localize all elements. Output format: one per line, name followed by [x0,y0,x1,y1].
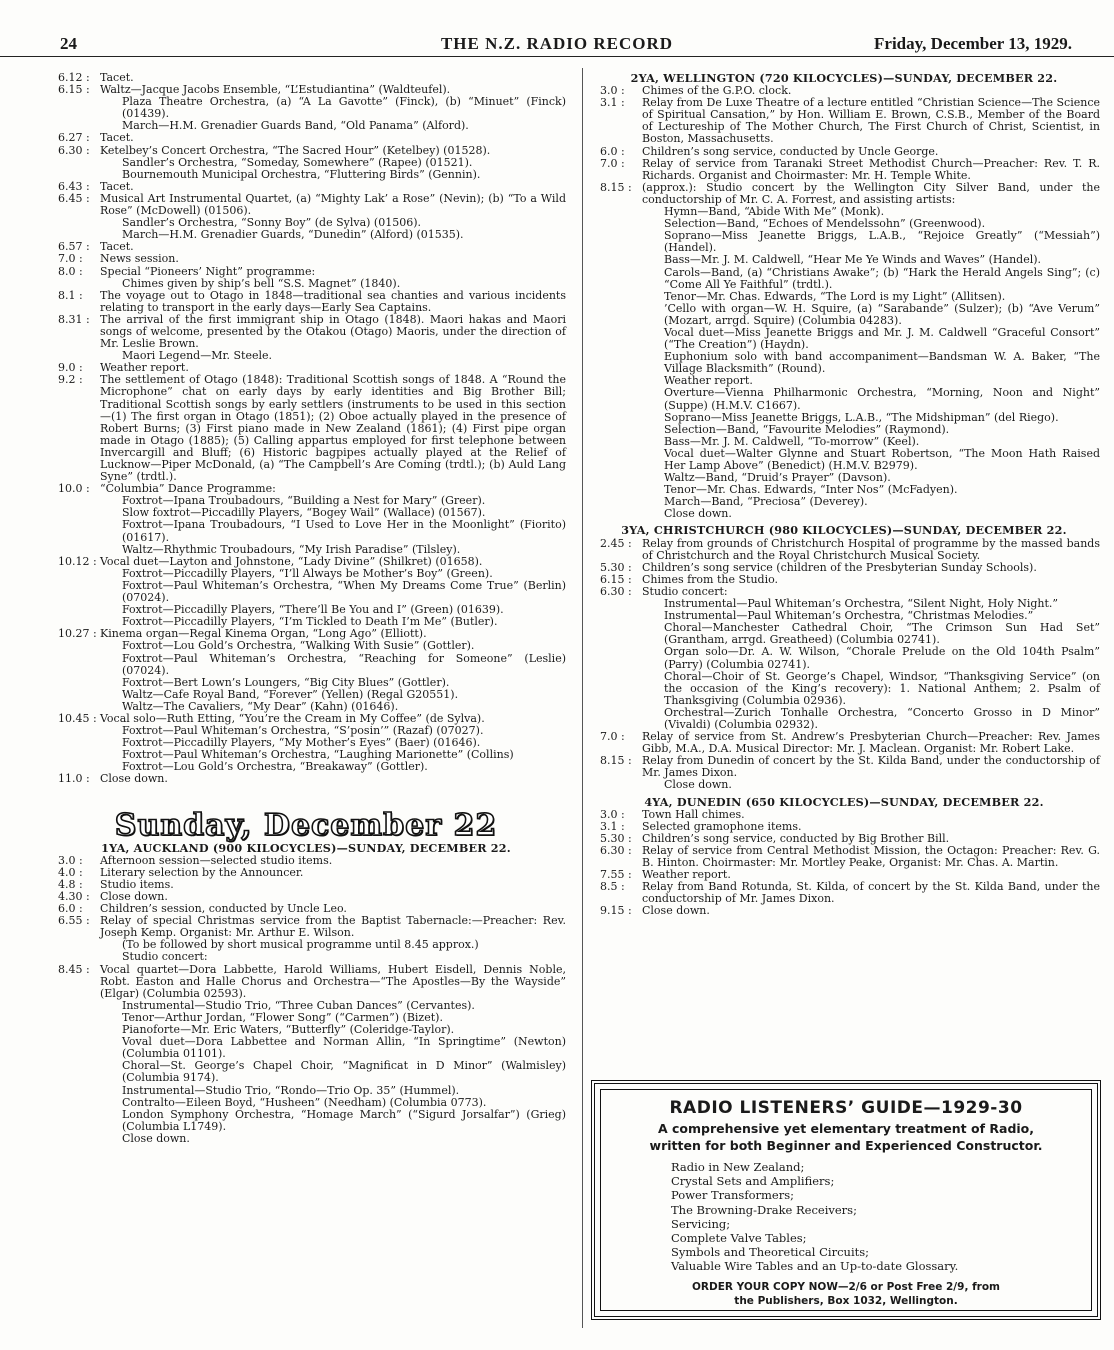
entry-time: 5.30 : [600,560,632,574]
ad-subtitle-1: A comprehensive yet elementary treatment of Radio, [657,1121,1035,1136]
entry-text: Tenor—Mr. Chas. Edwards, “Inter Nos” (McFadyen). [664,483,958,497]
entry-text: Tenor—Mr. Chas. Edwards, “The Lord is my Light” (Allitsen). [664,289,1006,303]
entry-time: 4.30 : [58,890,90,903]
page-number: 24 [60,34,77,53]
entry-text: Studio items. [100,877,174,891]
entry-text: Vocal solo—Ruth Etting, “You’re the Cream in My Coffee” (de Sylva). [100,711,485,725]
entry-text: The settlement of Otago (1848): Traditional Scottish songs of 1848. A “Round the Microphone” chat on early days by early identities and Big Brother Bill; Traditional Scottish songs by early settlers (instruments to be used in this section—(1) The first organ in Otago (1851); (2) Oboe actually played in the presence of Robert Burns; (3) First piano made in New Zealand (1861); (4) First pipe organ made in Otago (1885); (5) Calling appartus employed for first telephone between Invercargill and Bluff; (6) Historic bagpipes actually played at the Relief of Lucknow—Piper McDonald, (a) “The Campbell’s Are Coming (trdtl.); (b) Auld Lang Syne” (trdtl.). [100,373,566,484]
entry-text: Overture—Vienna Philharmonic Orchestra, “Morning, Noon and Night” (Suppe) (H.M.V. C1667). [664,386,1100,412]
programme-entry [46,773,566,785]
station-heading-christchurch: 3YA, CHRISTCHURCH (980 KILOCYCLES)—SUNDAY, DECEMBER 22. [621,523,1067,538]
ad-list-item: Servicing; [671,1216,731,1231]
dunedin-evening-programme [46,72,566,786]
entry-time: 7.55 : [600,868,632,882]
entry-text: Waltz—Jacque Jacobs Ensemble, “L’Estudiantina” (Waldteufel). [100,83,451,97]
programme-entry [588,821,1100,833]
entry-time: 6.15 : [600,572,632,586]
programme-entry [588,881,1100,905]
entry-text: Bournemouth Municipal Orchestra, “Fluttering Birds” (Gennin). [122,167,481,181]
entry-text: Tacet. [100,71,134,84]
ad-subtitle-2: written for both Beginner and Experienced Constructor. [649,1138,1043,1153]
entry-time: 4.0 : [58,865,83,879]
entry-text: Selection—Band, “Echoes of Mendelssohn” (Greenwood). [664,217,986,231]
entry-time: 6.15 : [58,83,90,97]
entry-text: Plaza Theatre Orchestra, (a) “A La Gavotte” (Finck), (b) “Minuet” (Finck) (01439). [122,95,566,121]
entry-time: 6.30 : [58,143,90,157]
ad-list-item: Power Transformers; [671,1188,794,1203]
entry-text: Bass—Mr. J. M. Caldwell, “Hear Me Ye Winds and Waves” (Handel). [664,253,1042,267]
entry-text: Kinema organ—Regal Kinema Organ, “Long Ago” (Elliott). [100,627,427,641]
entry-text: Foxtrot—Ipana Troubadours, “I Used to Love Her in the Moonlight” (Fiorito) (01617). [122,518,566,544]
ad-title: RADIO LISTENERS’ GUIDE—1929-30 [669,1098,1023,1118]
entry-time: 6.0 : [600,144,625,158]
section-title: Sunday, December 22 [114,807,498,843]
column-divider [582,68,583,1328]
entry-time: 3.0 : [58,853,83,867]
entry-text: Close down. [122,1131,190,1145]
entry-text: News session. [100,252,179,266]
entry-time: 6.43 : [58,179,90,193]
entry-time: 8.15 : [600,754,632,768]
entry-text: Foxtrot—Paul Whiteman’s Orchestra, “S’posin’” (Razaf) (07027). [122,724,484,738]
programme-entry [46,374,566,483]
entry-text: Foxtrot—Paul Whiteman’s Orchestra, “Reaching for Someone” (Leslie) (07024). [122,651,566,677]
entry-text: Sandler’s Orchestra, “Sonny Boy” (de Sylva) (01506). [122,216,421,230]
entry-text: Close down. [664,778,732,792]
ad-list-item: The Browning-Drake Receivers; [671,1202,857,1217]
entry-time: 9.15 : [600,904,632,918]
entry-time: 9.2 : [58,373,83,387]
entry-text: Foxtrot—Lou Gold’s Orchestra, “Breakaway” (Gottler). [122,760,428,774]
programme-entry [46,84,566,132]
entry-text: ’Cello with organ—W. H. Squire, (a) “Sarabande” (Sulzer); (b) “Ave Verum” (Mozart, arrgd. Squire) (Columbia 04283). [664,301,1100,327]
programme-entry [46,713,566,773]
station-heading-wellington: 2YA, WELLINGTON (720 KILOCYCLES)—SUNDAY, DECEMBER 22. [630,71,1058,85]
entry-time: 7.0 : [600,730,625,744]
entry-time: 3.0 : [600,807,625,821]
programme-entry [46,193,566,241]
entry-text: March—H.M. Grenadier Guards Band, “Old Panama” (Alford). [122,119,469,133]
entry-text: Special “Pioneers’ Night” programme: [100,264,316,278]
programme-entry [46,915,566,963]
entry-text: Vocal quartet—Dora Labbette, Harold Williams, Hubert Eisdell, Dennis Noble, Robt. Easton and Halle Chorus and Orchestra—“The Apostles—By the Wayside” (Elgar) (Columbia 02593). [100,962,566,1000]
entry-text: Weather report. [642,868,731,882]
entry-text: Foxtrot—Piccadilly Players, “I’ll Always be Mother’s Boy” (Green). [122,566,493,580]
programme-entry [588,182,1100,521]
programme-entry [588,905,1100,917]
entry-text: Bass—Mr. J. M. Caldwell, “To-morrow” (Keel). [664,434,920,448]
entry-text: Children’s song service, conducted by Uncle George. [642,144,939,158]
entry-text: Children’s song service (children of the Presbyterian Sunday Schools). [642,560,1037,574]
station-heading-dunedin: 4YA, DUNEDIN (650 KILOCYCLES)—SUNDAY, DECEMBER 22. [644,794,1044,809]
programme-entry [588,158,1100,182]
entry-text: Waltz—Cafe Royal Band, “Forever” (Yellen) (Regal G20551). [122,687,459,701]
entry-time: 5.30 : [600,831,632,845]
wellington-programme [588,85,1100,520]
dunedin-programme [588,809,1100,918]
entry-time: 10.27 : [58,627,97,641]
ad-contents-list [671,1160,1091,1274]
advertisement-inner-border [600,1089,1092,1311]
entry-text: March—Band, “Preciosa” (Deverey). [664,495,868,509]
entry-text: Relay from De Luxe Theatre of a lecture entitled “Christian Science—The Science of Spiritual Cansation,” by Hon. William E. Brown, C.S.B., Member of the Board of Lectureship of The Mother Church, The First Church of Christ, Scientist, in Boston, Massachusetts. [642,96,1100,146]
entry-text: Chimes given by ship’s bell “S.S. Magnet” (1840). [122,276,401,290]
programme-entry [588,538,1100,562]
entry-time: 7.0 : [58,252,83,266]
entry-time: 6.12 : [58,71,90,84]
entry-text: Studio concert: [122,950,208,964]
entry-text: Close down. [100,890,168,903]
entry-time: 6.45 : [58,191,90,205]
entry-text: Foxtrot—Piccadilly Players, “My Mother’s Eyes” (Baer) (01646). [122,736,481,750]
ad-order-line-1: ORDER YOUR COPY NOW—2/6 or Post Free 2/9, from [692,1280,1000,1293]
entry-text: Relay of service from Taranaki Street Methodist Church—Preacher: Rev. T. R. Richards. Organist and Choirmaster: Mr. H. Temple White. [642,156,1100,182]
entry-text: Musical Art Instrumental Quartet, (a) “Mighty Lak’ a Rose” (Nevin); (b) “To a Wild Rose” (McDowell) (01506). [100,191,566,218]
programme-entry [588,809,1100,821]
ad-list-item: Complete Valve Tables; [671,1231,807,1246]
entry-text: Soprano—Miss Jeanette Briggs, L.A.B., “The Midshipman” (del Riego). [664,410,1059,424]
entry-time: 8.45 : [58,962,90,976]
entry-text: Ketelbey’s Concert Orchestra, “The Sacred Hour” (Ketelbey) (01528). [100,143,491,157]
entry-text: Choral—St. George’s Chapel Choir, “Magnificat in D Minor” (Walmisley) (Columbia 9174). [122,1059,566,1085]
programme-entry [588,586,1100,731]
entry-time: 2.45 : [600,536,632,550]
programme-entry [46,628,566,713]
entry-text: Relay from Dunedin of concert by the St. Kilda Band, under the conductorship of Mr. James Dixon. [642,754,1100,780]
entry-text: Relay of service from St. Andrew’s Presbyterian Church—Preacher: Rev. James Gibb, M.A., D.A. Musical Director: Mr. J. Maclean. Organist: Mr. Robert Lake. [642,730,1100,756]
programme-entry [588,731,1100,755]
entry-text: Instrumental—Paul Whiteman’s Orchestra, “Christmas Melodies.” [664,609,1034,623]
ad-list-item: Crystal Sets and Amplifiers; [671,1174,835,1189]
left-column [46,72,566,1145]
entry-text: Relay from Band Rotunda, St. Kilda, of concert by the St. Kilda Band, under the conductorship of Mr. James Dixon. [642,880,1100,906]
entry-text: Studio concert: [642,584,728,598]
entry-text: Instrumental—Studio Trio, “Rondo—Trio Op. 35” (Hummel). [122,1083,460,1097]
entry-text: Relay from grounds of Christchurch Hospital of programme by the massed bands of Christchurch and the Royal Christchurch Musical Society. [642,536,1100,562]
entry-text: Choral—Choir of St. George’s Chapel, Windsor, “Thanksgiving Service” (on the occasion of the King’s recovery): 1. National Anthem; 2. Psalm of Thanksgiving (Columbia 02936). [664,669,1100,707]
programme-entry [46,855,566,867]
entry-text: Relay of service from Central Methodist Mission, the Octagon: Preacher: Rev. G. B. Hinton. Choirmaster: Mr. Mortley Peake, Organist: Mr. Chas. A. Martin. [642,843,1100,869]
entry-text: Instrumental—Studio Trio, “Three Cuban Dances” (Cervantes). [122,998,475,1012]
entry-text: Soprano—Miss Jeanette Briggs, L.A.B., “Rejoice Greatly” (“Messiah”) (Handel). [664,229,1100,255]
entry-time: 8.31 : [58,312,90,326]
entry-text: Foxtrot—Lou Gold’s Orchestra, “Walking With Susie” (Gottler). [122,639,475,653]
entry-text: Hymn—Band, “Abide With Me” (Monk). [664,205,885,219]
entry-text: Chimes from the Studio. [642,572,779,586]
entry-time: 11.0 : [58,772,90,786]
entry-text: Children’s session, conducted by Uncle Leo. [100,902,347,916]
entry-text: Contralto—Eileen Boyd, “Husheen” (Needham) (Columbia 0773). [122,1095,487,1109]
entry-text: London Symphony Orchestra, “Homage March” (“Sigurd Jorsalfar”) (Grieg) (Columbia L1749). [122,1107,566,1133]
entry-text: (To be followed by short musical programme until 8.45 approx.) [122,938,479,952]
entry-text: Sandler’s Orchestra, “Someday, Somewhere” (Rapee) (01521). [122,155,473,169]
entry-time: 9.0 : [58,361,83,375]
entry-text: The arrival of the first immigrant ship in Otago (1848). Maori hakas and Maori songs of welcome, presented by the Otakou (Otago) Maoris, under the direction of Mr. Leslie Brown. [100,312,566,351]
entry-text: Relay of special Christmas service from the Baptist Tabernacle:—Preacher: Rev. Joseph Kemp. Organist: Mr. Arthur E. Wilson. [100,914,566,940]
publication-title: THE N.Z. RADIO RECORD [440,34,674,53]
entry-text: Foxtrot—Ipana Troubadours, “Building a Nest for Mary” (Greer). [122,494,486,508]
ad-order-line-2: the Publishers, Box 1032, Wellington. [734,1294,958,1307]
entry-text: Selection—Band, “Favourite Melodies” (Raymond). [664,422,950,436]
entry-text: Weather report. [100,361,189,375]
entry-time: 4.8 : [58,877,83,891]
entry-time: 8.15 : [600,180,632,194]
entry-time: 10.45 : [58,711,97,725]
entry-text: Maori Legend—Mr. Steele. [122,349,273,363]
entry-time: 3.1 : [600,819,625,833]
page-header [0,30,1114,57]
programme-entry [46,483,566,556]
advertisement-box [591,1080,1101,1320]
entry-text: Selected gramophone items. [642,819,802,833]
entry-time: 8.0 : [58,264,83,278]
programme-entry [588,755,1100,791]
entry-text: Vocal duet—Miss Jeanette Briggs and Mr. J. M. Caldwell “Graceful Consort” (“The Creation”) (Haydn). [664,325,1100,352]
entry-text: Orchestral—Zurich Tonhalle Orchestra, “Concerto Grosso in D Minor” (Vivaldi) (Columbia 02932). [664,705,1100,731]
entry-text: Carols—Band, (a) “Christians Awake”; (b) “Hark the Herald Angels Sing”; (c) “Come All Ye Faithful” (trdtl.). [664,265,1100,291]
programme-entry [588,146,1100,158]
entry-time: 7.0 : [600,156,625,170]
entry-time: 6.30 : [600,584,632,598]
entry-text: The voyage out to Otago in 1848—traditional sea chanties and various incidents relating to transport in the early days—Early Sea Captains. [100,288,566,314]
entry-text: Tenor—Arthur Jordan, “Flower Song” (“Carmen”) (Bizet). [122,1010,443,1024]
entry-text: Pianoforte—Mr. Eric Waters, “Butterfly” (Coleridge-Taylor). [122,1023,455,1037]
programme-entry [46,266,566,290]
entry-text: Tacet. [100,240,134,254]
ad-list-item: Valuable Wire Tables and an Up-to-date Glossary. [671,1259,959,1274]
entry-text: Town Hall chimes. [642,807,745,821]
right-column [588,72,1100,917]
programme-entry [46,253,566,265]
entry-text: Close down. [642,904,710,918]
entry-time: 6.27 : [58,131,90,145]
entry-time: 10.0 : [58,482,90,496]
entry-text: Waltz—Rhythmic Troubadours, “My Irish Paradise” (Tilsley). [122,542,461,556]
programme-entry [588,97,1100,145]
entry-text: Instrumental—Paul Whiteman’s Orchestra, “Silent Night, Holy Night.” [664,597,1059,611]
programme-entry [46,145,566,181]
entry-text: Waltz—Band, “Druid’s Prayer” (Davson). [664,471,891,485]
station-heading-auckland: 1YA, AUCKLAND (900 KILOCYCLES)—SUNDAY, DECEMBER 22. [101,840,511,855]
entry-text: Afternoon session—selected studio items. [100,853,333,867]
entry-time: 3.0 : [600,84,625,98]
entry-text: Close down. [664,507,732,521]
entry-text: Tacet. [100,131,134,145]
entry-text: “Columbia” Dance Programme: [100,482,276,496]
programme-entry [46,556,566,629]
ad-list-item: Radio in New Zealand; [671,1160,805,1174]
entry-text: Foxtrot—Piccadilly Players, “There’ll Be You and I” (Green) (01639). [122,603,504,617]
entry-time: 6.55 : [58,914,90,928]
entry-text: Weather report. [664,374,753,388]
entry-text: Literary selection by the Announcer. [100,865,304,879]
entry-text: Close down. [100,772,168,786]
entry-time: 8.1 : [58,288,83,302]
entry-text: Waltz—The Cavaliers, “My Dear” (Kahn) (01646). [122,699,399,713]
entry-time: 8.5 : [600,880,625,894]
entry-text: Children’s song service, conducted by Big Brother Bill. [642,831,950,845]
entry-text: Euphonium solo with band accompaniment—Bandsman W. A. Baker, “The Village Blacksmith” (Round). [664,350,1100,376]
entry-time: 6.30 : [600,843,632,857]
entry-text: Choral—Manchester Cathedral Choir, “The Crimson Sun Had Set” (Grantham, arrgd. Greatheed) (Columbia 02741). [664,621,1100,647]
entry-time: 6.0 : [58,902,83,916]
programme-entry [46,964,566,1145]
entry-time: 3.1 : [600,96,625,110]
programme-entry [46,132,566,144]
programme-entry [46,314,566,362]
entry-text: Foxtrot—Piccadilly Players, “I’m Tickled to Death I’m Me” (Butler). [122,615,498,629]
entry-text: Vocal duet—Layton and Johnstone, “Lady Divine” (Shilkret) (01658). [100,554,483,568]
auckland-programme [46,855,566,1145]
programme-entry [588,845,1100,869]
entry-text: March—H.M. Grenadier Guards, “Dunedin” (Alford) (01535). [122,228,464,242]
entry-text: Organ solo—Dr. A. W. Wilson, “Chorale Prelude on the Old 104th Psalm” (Parry) (Columbia 02741). [664,645,1100,671]
issue-date: Friday, December 13, 1929. [874,34,1072,53]
entry-text: (approx.): Studio concert by the Wellington City Silver Band, under the conductorship of Mr. C. A. Forrest, and assisting artists: [642,180,1100,206]
entry-text: Foxtrot—Bert Lown’s Loungers, “Big City Blues” (Gottler). [122,675,450,689]
programme-entry [46,290,566,314]
entry-time: 10.12 : [58,554,97,568]
entry-text: Chimes of the G.P.O. clock. [642,84,792,98]
entry-text: Foxtrot—Paul Whiteman’s Orchestra, “When My Dreams Come True” (Berlin) (07024). [122,578,566,605]
entry-text: Slow foxtrot—Piccadilly Players, “Bogey Wail” (Wallace) (01567). [122,506,486,520]
entry-text: Vocal duet—Walter Glynne and Stuart Robertson, “The Moon Hath Raised Her Lamp Above” (Benedict) (H.M.V. B2979). [664,446,1100,472]
entry-text: Foxtrot—Paul Whiteman’s Orchestra, “Laughing Marionette” (Collins) [122,748,514,762]
christchurch-programme [588,538,1100,792]
entry-time: 6.57 : [58,240,90,254]
entry-text: Voval duet—Dora Labbettee and Norman Allin, “In Springtime” (Newton) (Columbia 01101). [122,1035,566,1061]
entry-text: Tacet. [100,179,134,193]
ad-list-item: Symbols and Theoretical Circuits; [671,1245,870,1260]
